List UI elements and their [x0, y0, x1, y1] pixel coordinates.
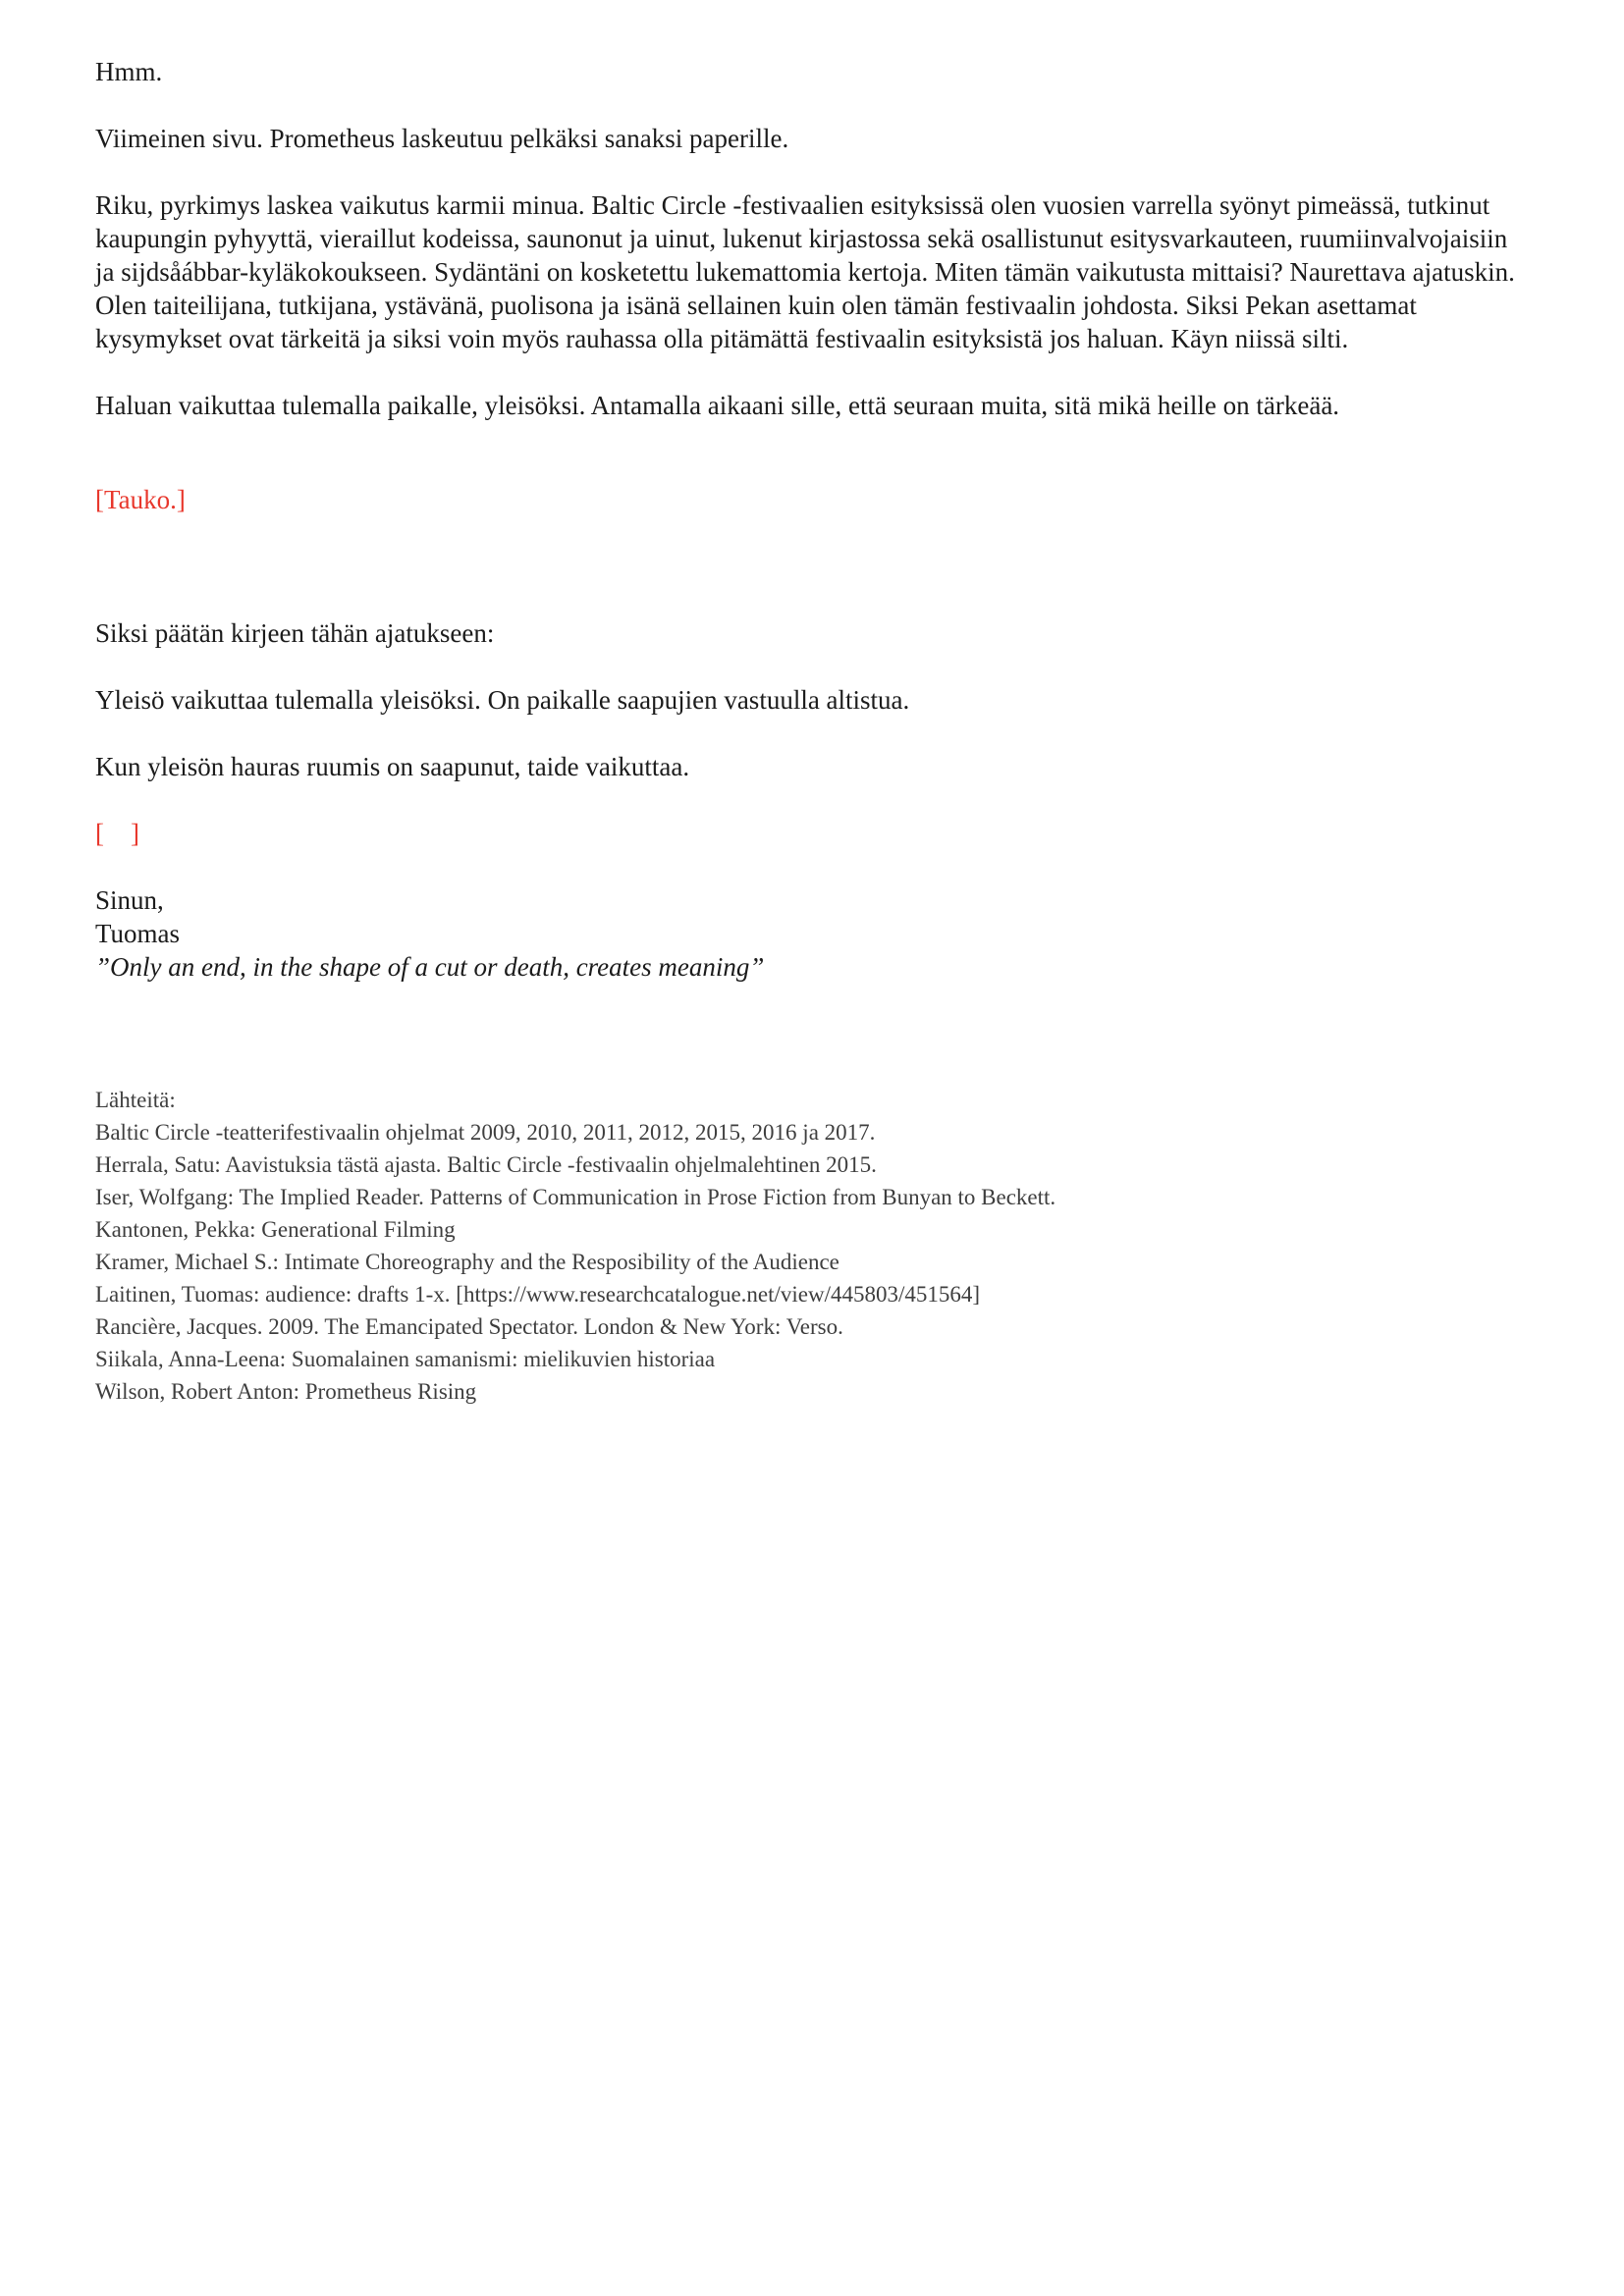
- reference-item-kramer: Kramer, Michael S.: Intimate Choreography and the Resposibility of the Audience: [95, 1250, 839, 1274]
- paragraph-siksi-paatan: Siksi päätän kirjeen tähän ajatukseen:: [95, 618, 495, 648]
- reference-item-laitinen: Laitinen, Tuomas: audience: drafts 1-x. [https://www.researchcatalogue.net/view/445803/451564]: [95, 1282, 981, 1307]
- reference-item-siikala: Siikala, Anna-Leena: Suomalainen samanismi: mielikuvien historiaa: [95, 1347, 716, 1371]
- pause-marker: [Tauko.]: [95, 485, 186, 514]
- reference-item-kantonen: Kantonen, Pekka: Generational Filming: [95, 1217, 456, 1242]
- reference-item-baltic-circle: Baltic Circle -teatterifestivaalin ohjelmat 2009, 2010, 2011, 2012, 2015, 2016 ja 2017.: [95, 1120, 876, 1145]
- paragraph-last-page: Viimeinen sivu. Prometheus laskeutuu pelkäksi sanaksi paperille.: [95, 124, 789, 153]
- closing-quote: ”Only an end, in the shape of a cut or death, creates meaning”: [95, 952, 765, 982]
- paragraph-riku: Riku, pyrkimys laskea vaikutus karmii minua. Baltic Circle -festivaalien esityksissä olen vuosien varrella syönyt pimeässä, tutkinut kaupungin pyhyyttä, vieraillut kodeissa, saunonut ja uinut, lukenut kirjastossa sekä osallistunut esitysvarkauteen, ruumiinvalvojaisiin ja sijdsåábbar-kyläkokoukseen. Sydäntäni on kosketettu lukemattomia kertoja. Miten tämän vaikutusta mittaisi? Naurettava ajatuskin. Olen taiteilijana, tutkijana, ystävänä, puolisona ja isänä sellainen kuin olen tämän festivaalin johdosta. Siksi Pekan asettamat kysymykset ovat tärkeitä ja siksi voin myös rauhassa olla pitämättä festivaalin esityksistä jos haluan. Käyn niissä silti.: [95, 190, 1515, 353]
- blank-bracket-marker: [ ]: [95, 819, 139, 848]
- signature-salutation: Sinun,: [95, 885, 164, 915]
- references-heading: Lähteitä:: [95, 1088, 176, 1112]
- paragraph-hmm: Hmm.: [95, 57, 163, 86]
- reference-item-iser: Iser, Wolfgang: The Implied Reader. Patterns of Communication in Prose Fiction from Bunyan to Beckett.: [95, 1185, 1056, 1209]
- references-section: [95, 1084, 1529, 1408]
- signature-block: [95, 883, 1529, 984]
- paragraph-yleiso-vaikuttaa: Yleisö vaikuttaa tulemalla yleisöksi. On paikalle saapujien vastuulla altistua.: [95, 685, 910, 715]
- reference-item-ranciere: Rancière, Jacques. 2009. The Emancipated Spectator. London & New York: Verso.: [95, 1314, 843, 1339]
- paragraph-kun-yleison: Kun yleisön hauras ruumis on saapunut, taide vaikuttaa.: [95, 752, 690, 781]
- reference-item-wilson: Wilson, Robert Anton: Prometheus Rising: [95, 1379, 477, 1404]
- reference-item-herrala: Herrala, Satu: Aavistuksia tästä ajasta. Baltic Circle -festivaalin ohjelmalehtinen 2015.: [95, 1152, 877, 1177]
- signature-name: Tuomas: [95, 919, 181, 948]
- paragraph-haluan-vaikuttaa: Haluan vaikuttaa tulemalla paikalle, yleisöksi. Antamalla aikaani sille, että seuraan muita, sitä mikä heille on tärkeää.: [95, 391, 1340, 420]
